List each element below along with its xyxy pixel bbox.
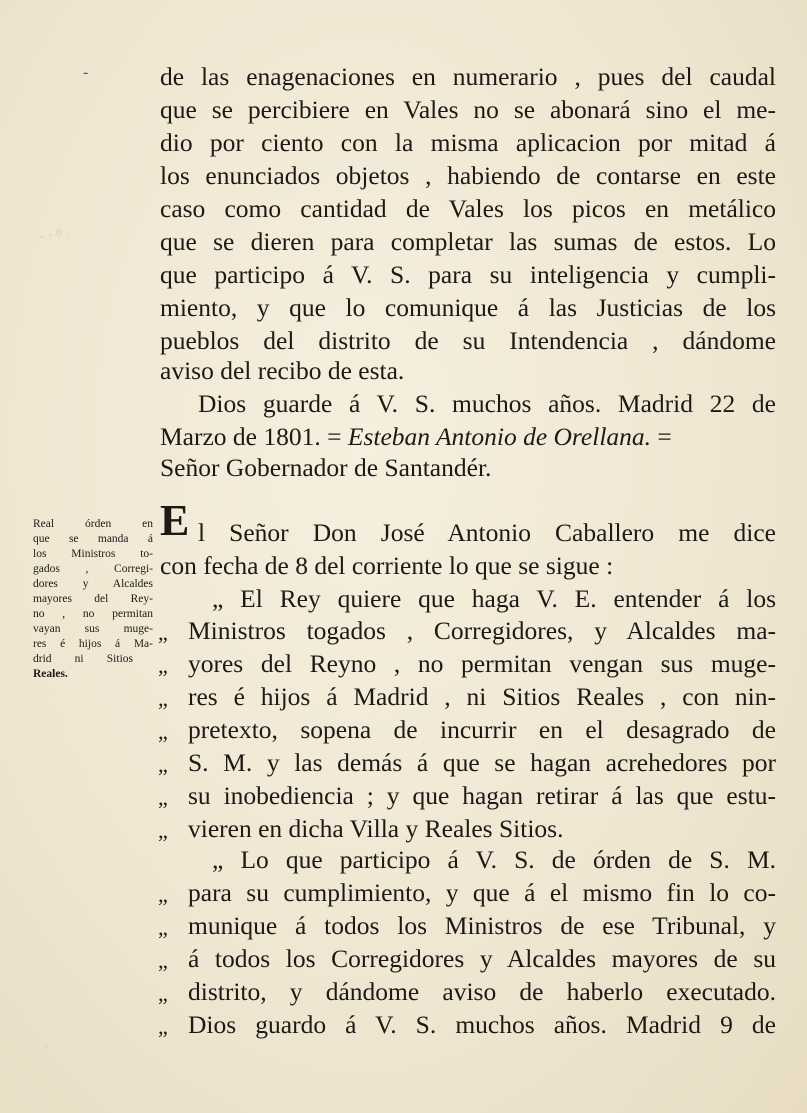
- body-line: aviso del recibo de esta.: [160, 356, 405, 385]
- margin-note-line: Reales.: [33, 668, 68, 680]
- quote-mark: „: [158, 719, 168, 744]
- quote-mark: „: [158, 686, 168, 711]
- quote-mark: „: [158, 915, 168, 940]
- quote-mark: „: [158, 818, 168, 843]
- body-line: que participo á V. S. para su inteligencia y cumpli-: [160, 260, 776, 289]
- quoted-line: para su cumplimiento, y que á el mismo fin lo co-: [188, 878, 776, 907]
- margin-note-line: mayores del Rey-: [33, 593, 153, 605]
- margin-note-line: vayan sus muge-: [33, 623, 153, 635]
- quote-mark: „: [158, 981, 168, 1006]
- quoted-line: distrito, y dándome aviso de haberlo executado.: [188, 977, 776, 1006]
- quote-mark: „: [158, 620, 168, 645]
- date-text: Marzo de 1801. =: [160, 422, 348, 451]
- bleed-through-mark: ·: [44, 1040, 49, 1055]
- body-line: pueblos del distrito de su Intendencia , dándome: [160, 326, 776, 355]
- quote-mark: „: [158, 948, 168, 973]
- margin-note-line: drid ni Sitios: [33, 653, 133, 665]
- quoted-line: su inobediencia ; y que hagan retirar á las que estu-: [188, 781, 776, 810]
- margin-note-line: Real órden en: [33, 518, 153, 530]
- margin-note-line: que se manda á: [33, 533, 153, 545]
- body-line: l Señor Don José Antonio Caballero me dice: [198, 518, 776, 547]
- quote-mark: „: [158, 1014, 168, 1039]
- quoted-line: pretexto, sopena de incurrir en el desagrado de: [188, 715, 776, 744]
- signature: Esteban Antonio de Orellana.: [347, 422, 652, 451]
- body-line: que se dieren para completar las sumas de estos. Lo: [160, 227, 776, 256]
- drop-cap: E: [160, 496, 189, 545]
- body-line: miento, y que lo comunique á las Justicias de los: [160, 293, 776, 322]
- quote-mark: „: [212, 845, 224, 874]
- quoted-line: „ Lo que participo á V. S. de órden de S. M.: [212, 845, 776, 874]
- quoted-line: res é hijos á Madrid , ni Sitios Reales , con nin-: [188, 682, 776, 711]
- bleed-through-mark: - · ⁰ ·: [40, 229, 71, 244]
- quote-mark: „: [212, 584, 224, 613]
- quoted-line: vieren en dicha Villa y Reales Sitios.: [188, 814, 564, 843]
- body-line: caso como cantidad de Vales los picos en metálico: [160, 194, 776, 223]
- addressee-line: Señor Gobernador de Santandér.: [160, 453, 492, 482]
- quoted-line: yores del Reyno , no permitan vengan sus muge-: [188, 649, 776, 678]
- margin-note-line: no , no permitan: [33, 608, 153, 620]
- quoted-line: S. M. y las demás á que se hagan acrehedores por: [188, 748, 776, 777]
- body-line: dio por ciento con la misma aplicacion por mitad á: [160, 128, 776, 157]
- body-line: que se percibiere en Vales no se abonará sino el me-: [160, 95, 776, 124]
- margin-note-line: res é hijos á Ma-: [33, 638, 153, 650]
- margin-mark: -: [83, 64, 89, 81]
- closing-line: Dios guarde á V. S. muchos años. Madrid 22 de: [198, 389, 776, 418]
- quote-mark: „: [158, 752, 168, 777]
- body-line: los enunciados objetos , habiendo de contarse en este: [160, 161, 776, 190]
- margin-note-line: gados , Corregi-: [33, 563, 153, 575]
- margin-note-line: los Ministros to-: [33, 548, 153, 560]
- quote-mark: „: [158, 785, 168, 810]
- date-signature-line: [160, 420, 776, 453]
- quote-mark: „: [158, 653, 168, 678]
- body-line: de las enagenaciones en numerario , pues del caudal: [160, 62, 776, 91]
- body-line: con fecha de 8 del corriente lo que se sigue :: [160, 551, 614, 580]
- date-suffix: =: [651, 422, 672, 451]
- quoted-line: munique á todos los Ministros de ese Tribunal, y: [188, 911, 776, 940]
- quote-mark: „: [158, 882, 168, 907]
- quoted-line: á todos los Corregidores y Alcaldes mayores de su: [188, 944, 776, 973]
- quoted-line: Ministros togados , Corregidores, y Alcaldes ma-: [188, 616, 776, 645]
- quoted-line: Dios guardo á V. S. muchos años. Madrid 9 de: [188, 1010, 776, 1039]
- margin-note-line: dores y Alcaldes: [33, 578, 153, 590]
- quoted-line: „ El Rey quiere que haga V. E. entender á los: [212, 584, 776, 613]
